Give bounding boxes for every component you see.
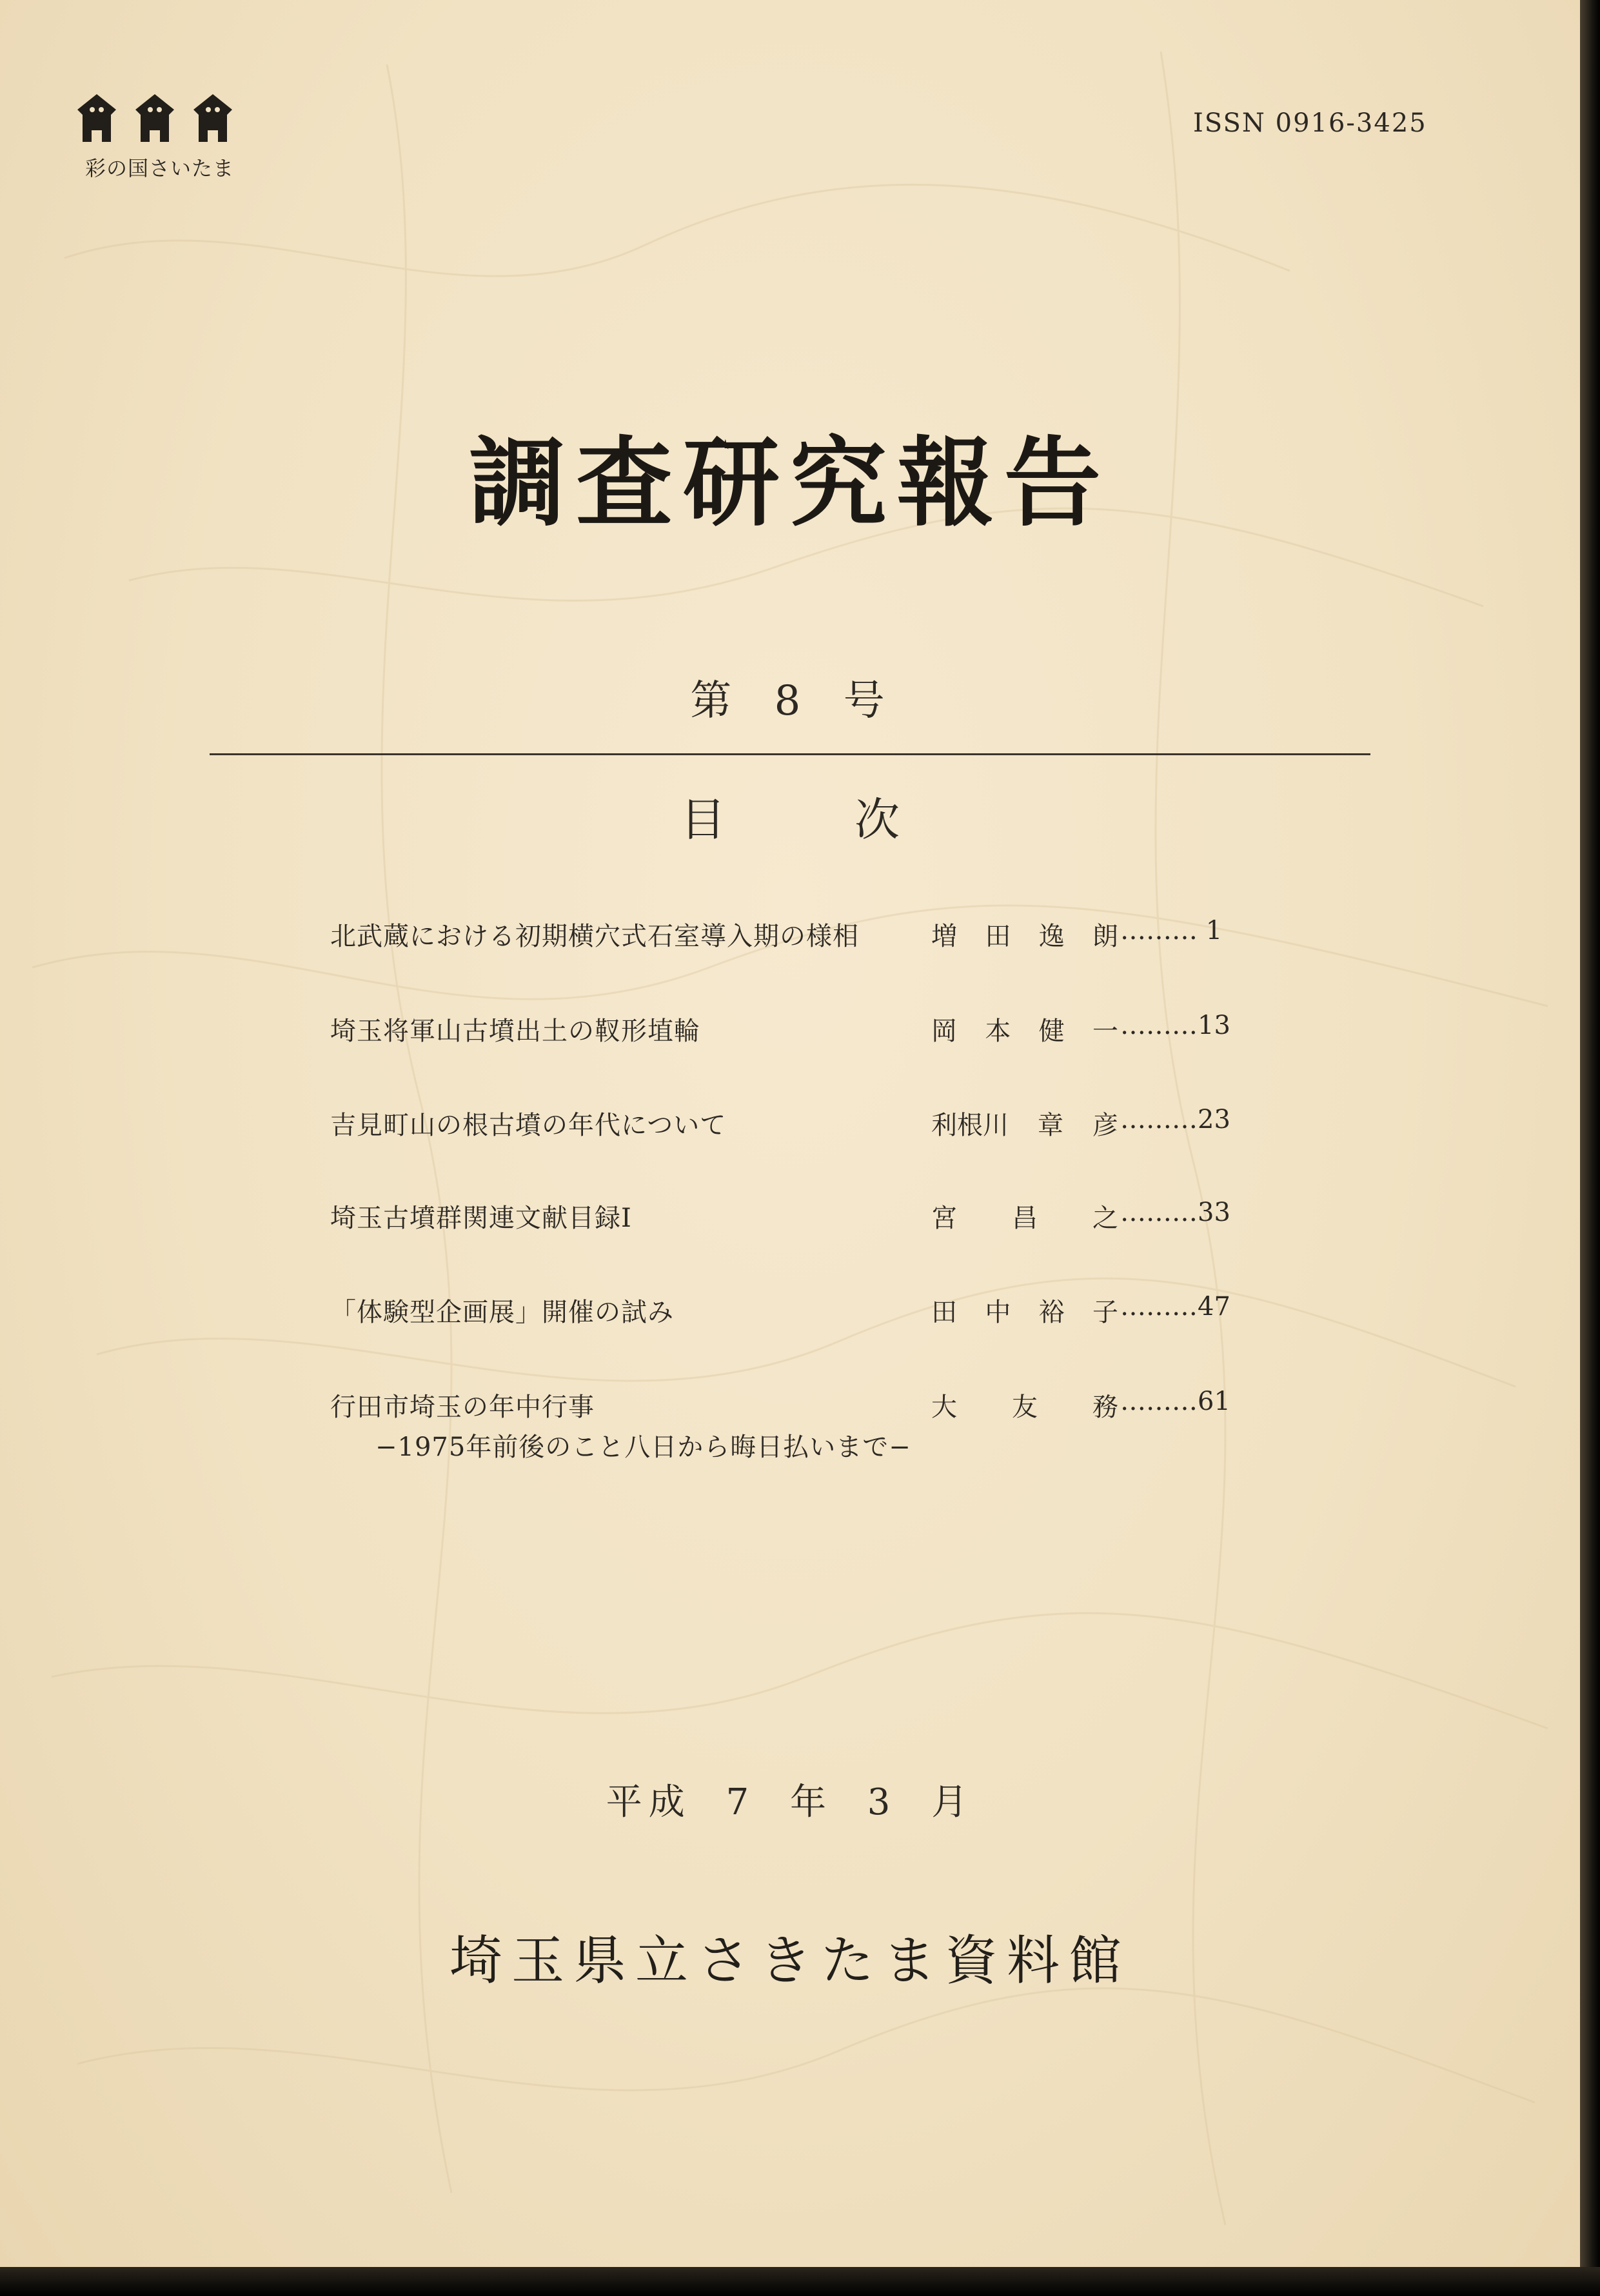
author-char: 宮 — [931, 1203, 957, 1233]
author-char: 裕 — [1038, 1298, 1065, 1327]
issn-number: ISSN 0916-3425 — [1193, 108, 1427, 138]
author-char: 大 — [931, 1392, 957, 1422]
author-char: 務 — [1092, 1392, 1118, 1422]
author-char: 利根川 — [931, 1111, 1009, 1140]
author-char: 逸 — [1038, 922, 1065, 951]
divider — [210, 753, 1370, 755]
toc-entry-title: 吉見町山の根古墳の年代について — [330, 1111, 727, 1140]
author-char: 子 — [1092, 1298, 1118, 1327]
author-char: 昌 — [1012, 1203, 1038, 1233]
toc-entry-title: 埼玉古墳群関連文献目録Ⅰ — [330, 1203, 632, 1233]
saitama-logo — [71, 90, 258, 181]
page-title: 調査研究報告 — [468, 426, 1111, 540]
toc-entry-page: ………47 — [1120, 1292, 1230, 1321]
publisher-name: 埼玉県立さきたま資料館 — [449, 1930, 1131, 1992]
toc-entry-page: ……… 1 — [1120, 916, 1223, 945]
toc-entry-page: ………61 — [1120, 1387, 1230, 1416]
author-char: 友 — [1012, 1392, 1038, 1422]
toc-entry-page: ………33 — [1120, 1198, 1230, 1227]
scan-border-bottom — [0, 2267, 1600, 2296]
toc-entry-title: 「体験型企画展」開催の試み — [330, 1298, 674, 1327]
toc-entry-title: 埼玉将軍山古墳出土の靫形埴輪 — [330, 1016, 700, 1046]
scan-border-right — [1580, 0, 1600, 2296]
toc-entry-author — [931, 1387, 1118, 1423]
toc-heading: 目次 — [680, 793, 1029, 846]
author-char: 之 — [1092, 1203, 1118, 1233]
author-char: 本 — [985, 1016, 1011, 1046]
toc-entry-author — [931, 1292, 1118, 1329]
logo-caption: 彩の国さいたま — [85, 156, 235, 181]
publication-date: 平成 7 年 3 月 — [606, 1781, 974, 1823]
toc-entry-author — [931, 1011, 1118, 1047]
toc-entry-subtitle: −1975年前後のこと八日から晦日払いまで− — [375, 1432, 911, 1462]
toc-entry-author — [931, 1105, 1118, 1142]
author-char: 田 — [985, 922, 1011, 951]
mascot-figures-icon — [71, 90, 252, 152]
author-char: 田 — [931, 1298, 957, 1327]
toc-entry-page: ………13 — [1120, 1011, 1230, 1040]
author-char: 健 — [1038, 1016, 1065, 1046]
author-char: 増 — [931, 922, 957, 951]
issue-number: 第 8 号 — [690, 677, 890, 725]
author-char: 彦 — [1092, 1111, 1118, 1140]
author-char: 岡 — [931, 1016, 957, 1046]
toc-entry-page: ………23 — [1120, 1105, 1230, 1134]
author-char: 中 — [985, 1298, 1011, 1327]
author-char: 章 — [1038, 1111, 1063, 1140]
toc-entry-author — [931, 1198, 1118, 1234]
toc-entry-title: 北武蔵における初期横穴式石室導入期の様相 — [330, 922, 859, 951]
author-char: 朗 — [1092, 922, 1118, 951]
toc-entry-author — [931, 916, 1118, 953]
author-char: 一 — [1092, 1016, 1118, 1046]
toc-entry-title: 行田市埼玉の年中行事 — [330, 1392, 595, 1422]
